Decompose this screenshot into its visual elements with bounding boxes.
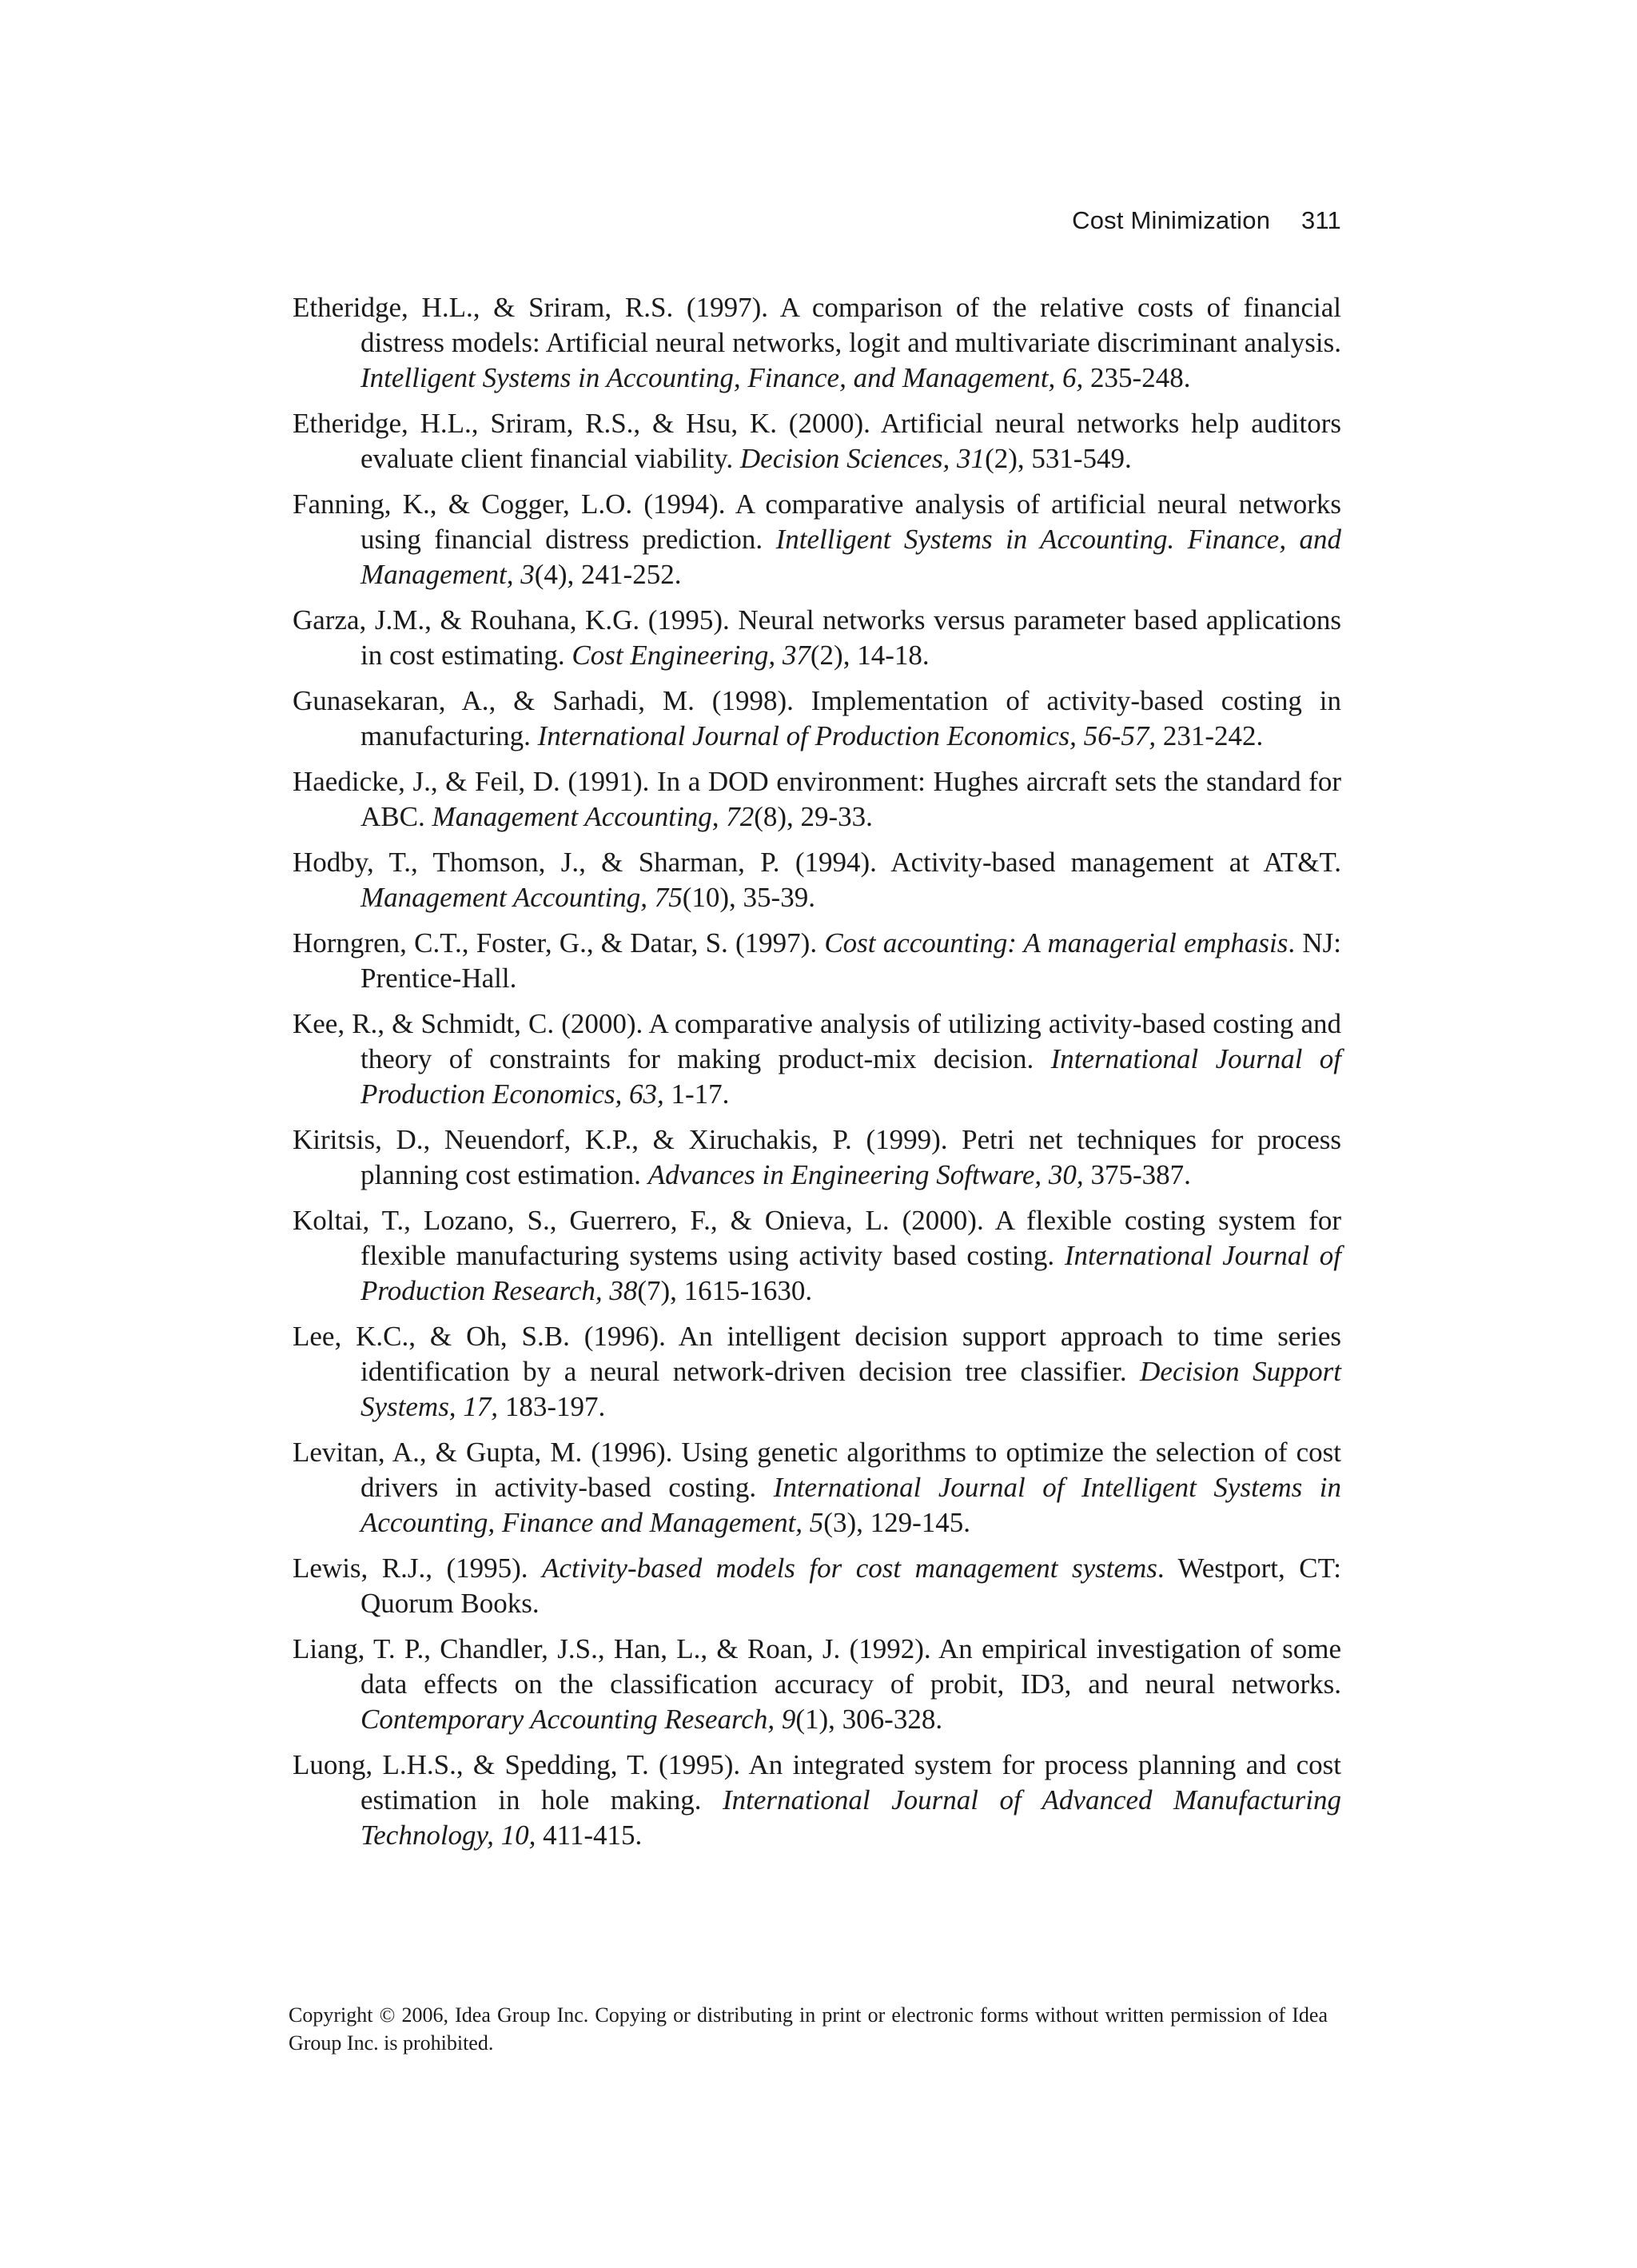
reference-entry bbox=[293, 603, 1341, 673]
page-number: 311 bbox=[1300, 206, 1341, 234]
reference-text: Levitan, A., & Gupta, M. (1996). Using genetic algorithms to optimize the selection of cost drivers in activity-based costing. bbox=[293, 1437, 1341, 1503]
reference-text: Luong, L.H.S., & Spedding, T. (1995). An integrated system for process planning and cost estimation in hole making. bbox=[293, 1749, 1341, 1816]
running-header bbox=[1072, 206, 1341, 235]
reference-source: Intelligent Systems in Accounting. Finance, and Management, 3 bbox=[360, 524, 1341, 590]
reference-source: Contemporary Accounting Research, 9 bbox=[360, 1704, 796, 1735]
reference-text: Lewis, R.J., (1995). bbox=[293, 1553, 543, 1584]
reference-text: Garza, J.M., & Rouhana, K.G. (1995). Neural networks versus parameter based applications in cost estimating. bbox=[293, 604, 1341, 671]
reference-source: Advances in Engineering Software, 30, bbox=[647, 1159, 1084, 1190]
copyright-notice: Copyright © 2006, Idea Group Inc. Copying or distributing in print or electronic forms without written permission of Idea Group Inc. is prohibited. bbox=[289, 2003, 1328, 2055]
reference-pages: (7), 1615-1630. bbox=[637, 1275, 813, 1306]
reference-entry bbox=[293, 1748, 1341, 1853]
reference-source: International Journal of Advanced Manufacturing Technology, 10, bbox=[360, 1784, 1341, 1851]
reference-text: Hodby, T., Thomson, J., & Sharman, P. (1994). Activity-based management at AT&T. bbox=[293, 847, 1341, 878]
reference-entry bbox=[293, 926, 1341, 996]
reference-pages: 411-415. bbox=[536, 1820, 643, 1851]
reference-entry bbox=[293, 290, 1341, 396]
reference-text: Kiritsis, D., Neuendorf, K.P., & Xiruchakis, P. (1999). Petri net techniques for process planning cost estimation. bbox=[293, 1124, 1341, 1190]
reference-pages: 183-197. bbox=[498, 1391, 606, 1422]
reference-pages: (3), 129-145. bbox=[823, 1507, 971, 1538]
reference-entry bbox=[293, 764, 1341, 835]
reference-source: Cost Engineering, 37 bbox=[572, 640, 811, 671]
reference-pages: . Westport, CT: Quorum Books. bbox=[360, 1553, 1341, 1619]
reference-source: International Journal of Production Economics, 56-57, bbox=[537, 720, 1157, 751]
reference-entry bbox=[293, 406, 1341, 476]
reference-text: Fanning, K., & Cogger, L.O. (1994). A comparative analysis of artificial neural networks using financial distress prediction. bbox=[293, 488, 1341, 555]
reference-pages: (8), 29-33. bbox=[754, 801, 873, 832]
reference-entry bbox=[293, 1435, 1341, 1541]
reference-text: Liang, T. P., Chandler, J.S., Han, L., & Roan, J. (1992). An empirical investigation of some data effects on the classification accuracy of probit, ID3, and neural networks. bbox=[293, 1633, 1341, 1700]
reference-source: International Journal of Production Research, 38 bbox=[360, 1240, 1342, 1306]
reference-entry bbox=[293, 1632, 1341, 1737]
reference-text: Etheridge, H.L., Sriram, R.S., & Hsu, K. (2000). Artificial neural networks help auditors evaluate client financial viability. bbox=[293, 408, 1341, 474]
reference-source: Management Accounting, 72 bbox=[432, 801, 755, 832]
reference-text: Etheridge, H.L., & Sriram, R.S. (1997). A comparison of the relative costs of financial distress models: Artificial neural networks, logit and multivariate discriminant analysis. bbox=[293, 292, 1341, 358]
reference-list bbox=[293, 290, 1341, 1863]
reference-pages: 1-17. bbox=[663, 1078, 730, 1110]
reference-pages: . NJ: Prentice-Hall. bbox=[360, 927, 1341, 994]
reference-text: Koltai, T., Lozano, S., Guerrero, F., & Onieva, L. (2000). A flexible costing system for flexible manufacturing systems using activity based costing. bbox=[293, 1205, 1341, 1271]
reference-pages: 231-242. bbox=[1156, 720, 1264, 751]
reference-text: Kee, R., & Schmidt, C. (2000). A comparative analysis of utilizing activity-based costing and theory of constraints for making product-mix decision. bbox=[293, 1008, 1341, 1074]
reference-entry bbox=[293, 487, 1341, 592]
reference-pages: (1), 306-328. bbox=[795, 1704, 943, 1735]
reference-source: Management Accounting, 75 bbox=[360, 882, 683, 913]
reference-text: Gunasekaran, A., & Sarhadi, M. (1998). Implementation of activity-based costing in manufacturing. bbox=[293, 685, 1341, 751]
reference-entry bbox=[293, 1551, 1341, 1621]
reference-entry bbox=[293, 684, 1341, 754]
reference-pages: 375-387. bbox=[1083, 1159, 1191, 1190]
reference-pages: (10), 35-39. bbox=[682, 882, 815, 913]
reference-source: International Journal of Intelligent Systems in Accounting, Finance and Management, 5 bbox=[360, 1472, 1341, 1538]
reference-text: Haedicke, J., & Feil, D. (1991). In a DOD environment: Hughes aircraft sets the standard for ABC. bbox=[293, 766, 1341, 832]
reference-source: Cost accounting: A managerial emphasis bbox=[824, 927, 1288, 959]
reference-entry bbox=[293, 1319, 1341, 1425]
reference-text: Horngren, C.T., Foster, G., & Datar, S. (1997). bbox=[293, 927, 825, 959]
reference-pages: (2), 14-18. bbox=[810, 640, 930, 671]
reference-source: Decision Support Systems, 17, bbox=[360, 1356, 1341, 1422]
reference-pages: 235-248. bbox=[1083, 362, 1191, 393]
reference-entry bbox=[293, 845, 1341, 915]
reference-entry bbox=[293, 1122, 1341, 1193]
reference-entry bbox=[293, 1006, 1341, 1112]
reference-source: International Journal of Production Economics, 63, bbox=[360, 1043, 1341, 1110]
reference-pages: (2), 531-549. bbox=[985, 443, 1132, 474]
reference-source: Intelligent Systems in Accounting, Finance, and Management, 6, bbox=[360, 362, 1084, 393]
reference-pages: (4), 241-252. bbox=[534, 559, 682, 590]
reference-source: Activity-based models for cost management systems bbox=[542, 1553, 1157, 1584]
running-title: Cost Minimization bbox=[1072, 206, 1271, 234]
reference-text: Lee, K.C., & Oh, S.B. (1996). An intelligent decision support approach to time series identification by a neural network-driven decision tree classifier. bbox=[293, 1321, 1341, 1387]
reference-source: Decision Sciences, 31 bbox=[739, 443, 986, 474]
reference-entry bbox=[293, 1203, 1341, 1309]
